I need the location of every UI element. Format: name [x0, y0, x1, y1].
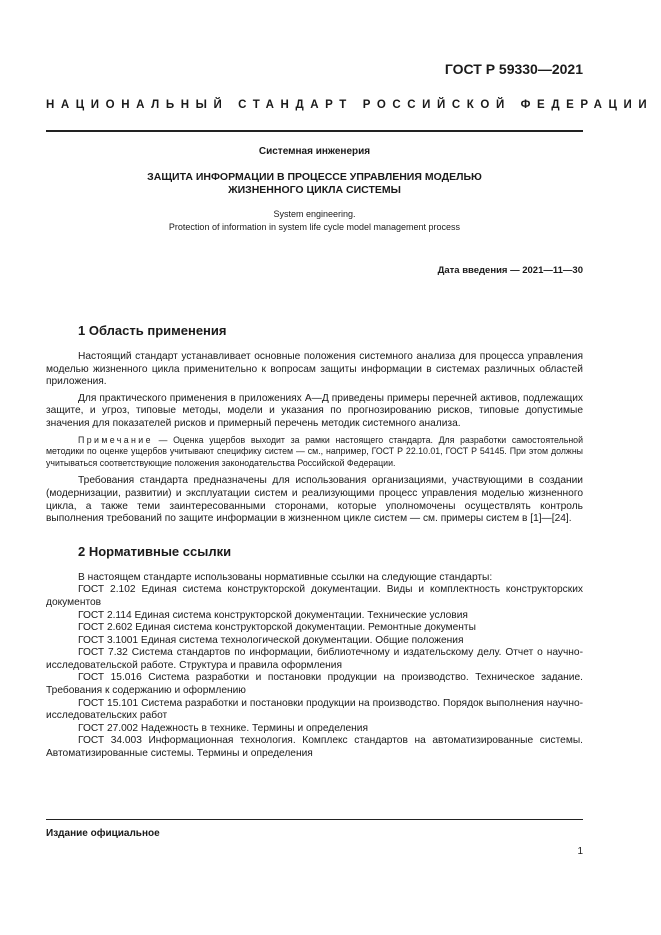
references-intro: В настоящем стандарте использованы нормативные ссылки на следующие стандарты:: [78, 571, 493, 583]
english-line-2: Protection of information in system life cycle model management process: [168, 221, 461, 232]
reference-item: ГОСТ 2.102 Единая система конструкторской документации. Виды и комплектность конструкторских документов: [46, 584, 583, 608]
reference-item: ГОСТ 34.003 Информационная технология. Комплекс стандартов на автоматизированные системы. Автоматизированные системы. Термины и определения: [46, 735, 583, 760]
reference-item: ГОСТ 2.114 Единая система конструкторской документации. Технические условия: [78, 609, 468, 621]
section-1-heading: 1 Область применения: [78, 323, 227, 338]
document-title: [46, 171, 583, 197]
section-1-paragraph-1: Настоящий стандарт устанавливает основные положения системного анализа для процесса управления моделью жизненного цикла применительно к вопросам защиты информации в системах различных областей приложения.: [46, 351, 583, 388]
reference-item: ГОСТ 2.602 Единая система конструкторской документации. Ремонтные документы: [78, 622, 476, 634]
section-1-note: [46, 435, 583, 470]
header-divider: [46, 130, 583, 132]
note-label: Примечание: [78, 434, 153, 445]
reference-item: ГОСТ 27.002 Надежность в технике. Термины и определения: [78, 722, 368, 734]
note-text: — Оценка ущербов выходит за рамки настоящего стандарта. Для разработки самостоятельной методики по оценке ущербов учитывают специфику систем — см., например, ГОСТ Р 22.10.01, ГОСТ Р 54145. При этом должны учитываться соответствующие положения законодательства Российской Федерации.: [46, 434, 583, 468]
section-2-heading: 2 Нормативные ссылки: [78, 543, 232, 559]
english-title: [46, 208, 583, 233]
title-line-1: ЗАЩИТА ИНФОРМАЦИИ В ПРОЦЕССЕ УПРАВЛЕНИЯ МОДЕЛЬЮ: [147, 171, 482, 183]
section-1-paragraph-2: Для практического применения в приложениях А—Д приведены примеры перечней активов, подлежащих защите, и угроз, типовые методы, модели и указания по прогнозированию рисков, типовые допустимые значения для показателей рисков и примерный перечень методик системного анализа.: [46, 392, 583, 429]
reference-item: ГОСТ 15.101 Система разработки и постановки продукции на производство. Порядок выполнения научно-исследовательских работ: [46, 697, 583, 722]
title-line-2: ЖИЗНЕННОГО ЦИКЛА СИСТЕМЫ: [228, 184, 401, 196]
section-1-paragraph-3: Требования стандарта предназначены для использования организациями, участвующими в создании (модернизации, развитии) и эксплуатации систем и реализующими процесс управления моделью жизненного цикла, а также теми заинтересованными сторонами, которые уполномочены осуществлять контроль выполнения требований по защите информации в жизненном цикле систем — см. примеры систем в [1]—[24].: [46, 475, 583, 525]
subject-line: Системная инженерия: [258, 146, 371, 157]
footer-divider: [46, 819, 583, 820]
reference-item: ГОСТ 3.1001 Единая система технологической документации. Общие положения: [78, 634, 464, 646]
reference-item: ГОСТ 15.016 Система разработки и постановки продукции на производство. Техническое задание. Требования к содержанию и оформлению: [46, 672, 583, 697]
national-standard-banner: НАЦИОНАЛЬНЫЙ СТАНДАРТ РОССИЙСКОЙ ФЕДЕРАЦИИ: [46, 99, 654, 111]
normative-references-list: [46, 572, 583, 761]
official-edition-label: Издание официальное: [46, 828, 160, 839]
reference-item: ГОСТ 7.32 Система стандартов по информации, библиотечному и издательскому делу. Отчет о научно-исследовательской работе. Структура и правила оформления: [46, 647, 583, 671]
date-introduced: Дата введения — 2021—11—30: [437, 265, 583, 276]
document-code: ГОСТ Р 59330—2021: [444, 61, 583, 77]
english-line-1: System engineering.: [273, 209, 356, 219]
page-number: 1: [577, 846, 583, 857]
document-body: [46, 323, 583, 761]
